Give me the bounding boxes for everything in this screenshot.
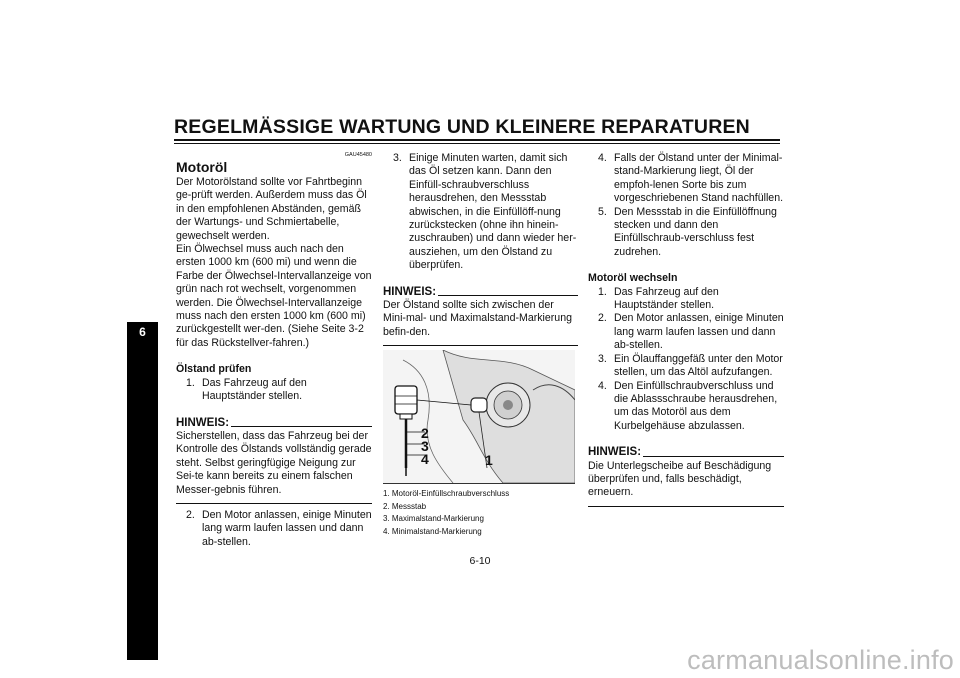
note-end-rule (383, 345, 578, 346)
column-2 (383, 152, 578, 538)
note-rule (643, 456, 784, 457)
step-number: 5. (598, 205, 607, 218)
step-text: Den Motor anlassen, einige Minuten lang warm laufen lassen und dann ab-stellen. (614, 312, 784, 352)
section-title: Motoröl (176, 159, 228, 175)
list-item (176, 377, 372, 404)
step-number: 3. (393, 152, 402, 164)
note-end-rule (588, 506, 784, 507)
engine-illustration (383, 350, 575, 483)
callout-4: 4 (421, 451, 429, 468)
column-1 (176, 152, 372, 549)
step-text: Den Motor anlassen, einige Minuten lang warm laufen lassen und dann ab-stellen. (202, 508, 372, 548)
note-end-rule (176, 503, 372, 504)
caption-item: 1. Motoröl-Einfüllschraubverschluss (383, 489, 510, 499)
step-number: 2. (186, 508, 195, 521)
step-text: Das Fahrzeug auf den Hauptständer stellen. (614, 285, 719, 312)
step-text: Einige Minuten warten, damit sich das Öl setzen kann. Dann den Einfüll-schraubverschluss herausdrehen, den Messstab abwischen, in die Einfüllöff-nung zurückstecken (ohne ihn hinein-zuschrauben) und dann wieder her-ausziehen, um den Ölstand zu überprüfen. (409, 152, 577, 272)
chapter-number: 6 (139, 325, 146, 339)
note-text: Sicherstellen, dass das Fahrzeug bei der Kontrolle des Ölstands vollständig gerade steht. Selbst geringfügige Neigung zur Sei-te kann bereits zu einem falschen Messer-gebnis führen. (176, 429, 372, 496)
subsection-title: Motoröl wechseln (588, 272, 678, 285)
step-text: Ein Ölauffanggefäß unter den Motor stellen, um das Altöl aufzufangen. (614, 352, 783, 379)
page-title: REGELMÄSSIGE WARTUNG UND KLEINERE REPARATUREN (174, 116, 750, 138)
watermark: carmanualsonline.info (687, 645, 954, 675)
caption-item: 4. Minimalstand-Markierung (383, 526, 482, 536)
engine-figure (383, 350, 575, 484)
list-item (588, 380, 784, 434)
list-item (588, 152, 784, 206)
chapter-tab (127, 322, 158, 660)
page-number: 6-10 (469, 555, 491, 567)
intro-paragraph-2: Ein Ölwechsel muss auch nach den ersten 1000 km (600 mi) und wenn die Farbe der Ölwechsel-Intervallanzeige von grün nach rot wechselt, vorgenommen werden. Die Ölwechsel-Intervallanzeige muss nach den ersten 1000 km (600 mi) zurückgestellt wer-den. (Siehe Seite 3-2 für das Rückstellver-fahren.) (176, 243, 372, 349)
section-code: GAU45480 (344, 152, 372, 158)
step-text: Falls der Ölstand unter der Minimal-stand-Markierung liegt, Öl der empfoh-lenen Sorte bis zum vorgeschriebenen Stand nachfüllen. (614, 152, 784, 205)
note-label: HINWEIS: (176, 416, 230, 429)
step-number: 2. (598, 312, 607, 325)
note-text: Der Ölstand sollte sich zwischen der Mini-mal- und Maximalstand-Markierung befin-den. (383, 299, 572, 338)
callout-3: 3 (421, 438, 429, 455)
caption-item: 2. Messstab (383, 501, 427, 511)
step-number: 4. (598, 379, 607, 392)
list-item (588, 312, 784, 352)
note-header (588, 446, 784, 459)
callout-1: 1 (485, 452, 493, 469)
caption-item: 3. Maximalstand-Markierung (383, 514, 484, 524)
subsection-title: Ölstand prüfen (176, 363, 252, 376)
list-item (588, 286, 784, 313)
step-text: Den Einfüllschraubverschluss und die Ablassschraube herausdrehen, um das Motoröl aus dem Kurbelgehäuse abzulassen. (614, 379, 778, 432)
column-3 (588, 152, 784, 507)
header-rule-thin (174, 143, 780, 144)
note-label: HINWEIS: (588, 446, 642, 459)
step-number: 3. (598, 352, 607, 365)
list-item (176, 509, 372, 549)
step-list (588, 152, 784, 259)
list-item (588, 353, 784, 380)
note-label: HINWEIS: (383, 285, 437, 298)
list-item (588, 206, 784, 260)
step-number: 1. (186, 376, 195, 389)
step-text: Den Messstab in die Einfüllöffnung stecken und dann den Einfüllschraub-verschluss fest zudrehen. (614, 205, 777, 258)
step-number: 1. (598, 285, 607, 298)
note-rule (438, 295, 578, 296)
intro-paragraph: Der Motorölstand sollte vor Fahrtbeginn ge-prüft werden. Außerdem muss das Öl in den empfohlenen Abständen, gemäß der Wartungs- und Schmiertabelle, gewechselt werden. (176, 176, 367, 242)
step-number: 4. (598, 152, 607, 164)
note-rule (231, 426, 372, 427)
step-list (176, 509, 372, 549)
note-header (383, 286, 578, 299)
note-text: Die Unterlegscheibe auf Beschädigung überprüfen und, falls beschädigt, erneuern. (588, 459, 772, 499)
callout-2: 2 (421, 425, 429, 442)
figure-captions (383, 488, 578, 538)
step-list (176, 377, 372, 404)
step-text: Das Fahrzeug auf den Hauptständer stellen. (202, 376, 307, 403)
list-item (383, 152, 578, 273)
header-rule-thick (174, 139, 780, 141)
note-header (176, 417, 372, 430)
step-list (383, 152, 578, 273)
step-list (588, 286, 784, 433)
